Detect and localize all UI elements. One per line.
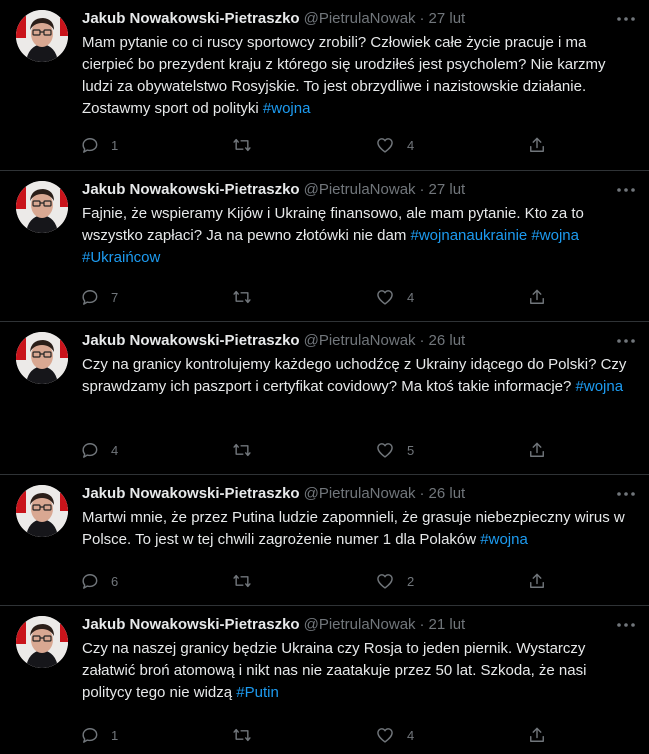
- tweet-text-content: Czy na granicy kontrolujemy każdego uchodźcę z Ukrainy idącego do Polski? Czy sprawdzamy ich paszport i certyfikat covidowy? Ma ktoś takie informacje?: [82, 356, 627, 395]
- tweet-text: [82, 507, 637, 551]
- reply-icon: [80, 725, 100, 745]
- author-name[interactable]: Jakub Nowakowski-Pietraszko: [82, 616, 300, 633]
- like-count: 4: [407, 289, 415, 305]
- share-icon: [527, 287, 547, 307]
- reply-icon: [80, 135, 100, 155]
- tweet-actions: [80, 439, 550, 461]
- separator-dot: ·: [419, 10, 425, 27]
- share-button[interactable]: [527, 724, 547, 746]
- separator-dot: ·: [419, 332, 425, 349]
- avatar[interactable]: [16, 10, 68, 62]
- reply-icon: [80, 571, 100, 591]
- author-handle[interactable]: @PietrulaNowak: [303, 332, 416, 349]
- reply-icon: [80, 287, 100, 307]
- retweet-button[interactable]: [231, 570, 253, 592]
- retweet-icon: [231, 571, 253, 591]
- share-icon: [527, 725, 547, 745]
- tweet-date[interactable]: 26 lut: [428, 485, 466, 502]
- reply-count: 4: [111, 442, 119, 458]
- like-count: 4: [407, 727, 415, 743]
- tweet[interactable]: [0, 475, 649, 606]
- retweet-button[interactable]: [231, 724, 253, 746]
- reply-count: 1: [111, 137, 119, 153]
- reply-button[interactable]: [80, 134, 118, 156]
- retweet-button[interactable]: [231, 286, 253, 308]
- author-handle[interactable]: @PietrulaNowak: [303, 10, 416, 27]
- share-button[interactable]: [527, 134, 547, 156]
- more-options-icon[interactable]: [615, 334, 637, 348]
- tweet-header: [82, 484, 465, 504]
- tweet-date[interactable]: 26 lut: [428, 332, 466, 349]
- author-name[interactable]: Jakub Nowakowski-Pietraszko: [82, 181, 300, 198]
- reply-count: 1: [111, 727, 119, 743]
- tweet-date[interactable]: 27 lut: [428, 10, 466, 27]
- share-button[interactable]: [527, 439, 547, 461]
- tweet-text: [82, 32, 637, 120]
- hashtag[interactable]: #Ukraińcow: [82, 249, 161, 266]
- heart-icon: [374, 135, 396, 155]
- reply-button[interactable]: [80, 439, 118, 461]
- separator-dot: ·: [419, 181, 425, 198]
- avatar[interactable]: [16, 332, 68, 384]
- like-count: 4: [407, 137, 415, 153]
- tweet-actions: [80, 724, 550, 746]
- hashtag[interactable]: #wojna: [480, 531, 528, 548]
- hashtag[interactable]: #wojna: [531, 227, 579, 244]
- like-button[interactable]: [374, 570, 414, 592]
- share-icon: [527, 440, 547, 460]
- like-count: 2: [407, 573, 415, 589]
- tweet-text-content: Martwi mnie, że przez Putina ludzie zapomnieli, że grasuje niebezpieczny wirus w Polsce. To jest w tej chwili zagrożenie numer 1 dla Polaków: [82, 509, 625, 548]
- heart-icon: [374, 440, 396, 460]
- heart-icon: [374, 571, 396, 591]
- reply-button[interactable]: [80, 724, 118, 746]
- tweet-header: [82, 615, 465, 635]
- tweet[interactable]: [0, 606, 649, 754]
- tweet-text-content: Mam pytanie co ci ruscy sportowcy zrobili? Człowiek całe życie pracuje i ma cierpieć bo prezydent kraju z którego się urodziłeś jest psycholem? Nie karzmy ludzi za obywatelstwo Rosyjskie. To jest obrzydliwe i nazistowskie działanie. Zostawmy sport od polityki: [82, 34, 606, 117]
- like-button[interactable]: [374, 134, 414, 156]
- reply-count: 6: [111, 573, 119, 589]
- retweet-icon: [231, 287, 253, 307]
- retweet-button[interactable]: [231, 134, 253, 156]
- tweet-actions: [80, 134, 550, 156]
- tweet[interactable]: [0, 322, 649, 475]
- author-handle[interactable]: @PietrulaNowak: [303, 485, 416, 502]
- separator-dot: ·: [419, 616, 425, 633]
- tweet-text: [82, 638, 637, 704]
- reply-button[interactable]: [80, 286, 118, 308]
- tweet-text: [82, 203, 637, 269]
- author-name[interactable]: Jakub Nowakowski-Pietraszko: [82, 10, 300, 27]
- more-options-icon[interactable]: [615, 12, 637, 26]
- share-icon: [527, 135, 547, 155]
- author-handle[interactable]: @PietrulaNowak: [303, 616, 416, 633]
- retweet-icon: [231, 135, 253, 155]
- more-options-icon[interactable]: [615, 487, 637, 501]
- avatar[interactable]: [16, 616, 68, 668]
- tweet-text-content: Fajnie, że wspieramy Kijów i Ukrainę finansowo, ale mam pytanie. Kto za to wszystko zapłaci? Ja na pewno złotówki nie dam: [82, 205, 584, 244]
- share-button[interactable]: [527, 286, 547, 308]
- reply-button[interactable]: [80, 570, 118, 592]
- tweet-text-content: Czy na naszej granicy będzie Ukraina czy Rosja to jeden piernik. Wystarczy załatwić broń atomową i nikt nas nie zaatakuje przez 50 lat. Szkoda, że nasi politycy tego nie widzą: [82, 640, 587, 701]
- retweet-icon: [231, 725, 253, 745]
- tweet-date[interactable]: 27 lut: [428, 181, 466, 198]
- tweet-header: [82, 180, 465, 200]
- tweet-actions: [80, 570, 550, 592]
- retweet-button[interactable]: [231, 439, 253, 461]
- heart-icon: [374, 725, 396, 745]
- tweet-header: [82, 331, 465, 351]
- like-button[interactable]: [374, 286, 414, 308]
- more-options-icon[interactable]: [615, 618, 637, 632]
- like-count: 5: [407, 442, 415, 458]
- tweet[interactable]: [0, 171, 649, 322]
- like-button[interactable]: [374, 439, 414, 461]
- share-button[interactable]: [527, 570, 547, 592]
- like-button[interactable]: [374, 724, 414, 746]
- share-icon: [527, 571, 547, 591]
- author-name[interactable]: Jakub Nowakowski-Pietraszko: [82, 332, 300, 349]
- tweet-text: [82, 354, 637, 398]
- more-options-icon[interactable]: [615, 183, 637, 197]
- author-handle[interactable]: @PietrulaNowak: [303, 181, 416, 198]
- author-name[interactable]: Jakub Nowakowski-Pietraszko: [82, 485, 300, 502]
- hashtag[interactable]: #wojnanaukrainie: [410, 227, 528, 244]
- reply-icon: [80, 440, 100, 460]
- reply-count: 7: [111, 289, 119, 305]
- tweet-date[interactable]: 21 lut: [428, 616, 466, 633]
- tweet[interactable]: [0, 0, 649, 171]
- heart-icon: [374, 287, 396, 307]
- avatar[interactable]: [16, 485, 68, 537]
- hashtag[interactable]: #Putin: [236, 684, 279, 701]
- retweet-icon: [231, 440, 253, 460]
- hashtag[interactable]: #wojna: [575, 378, 624, 395]
- avatar[interactable]: [16, 181, 68, 233]
- separator-dot: ·: [419, 485, 425, 502]
- hashtag[interactable]: #wojna: [262, 100, 311, 117]
- tweet-header: [82, 9, 465, 29]
- tweet-actions: [80, 286, 550, 308]
